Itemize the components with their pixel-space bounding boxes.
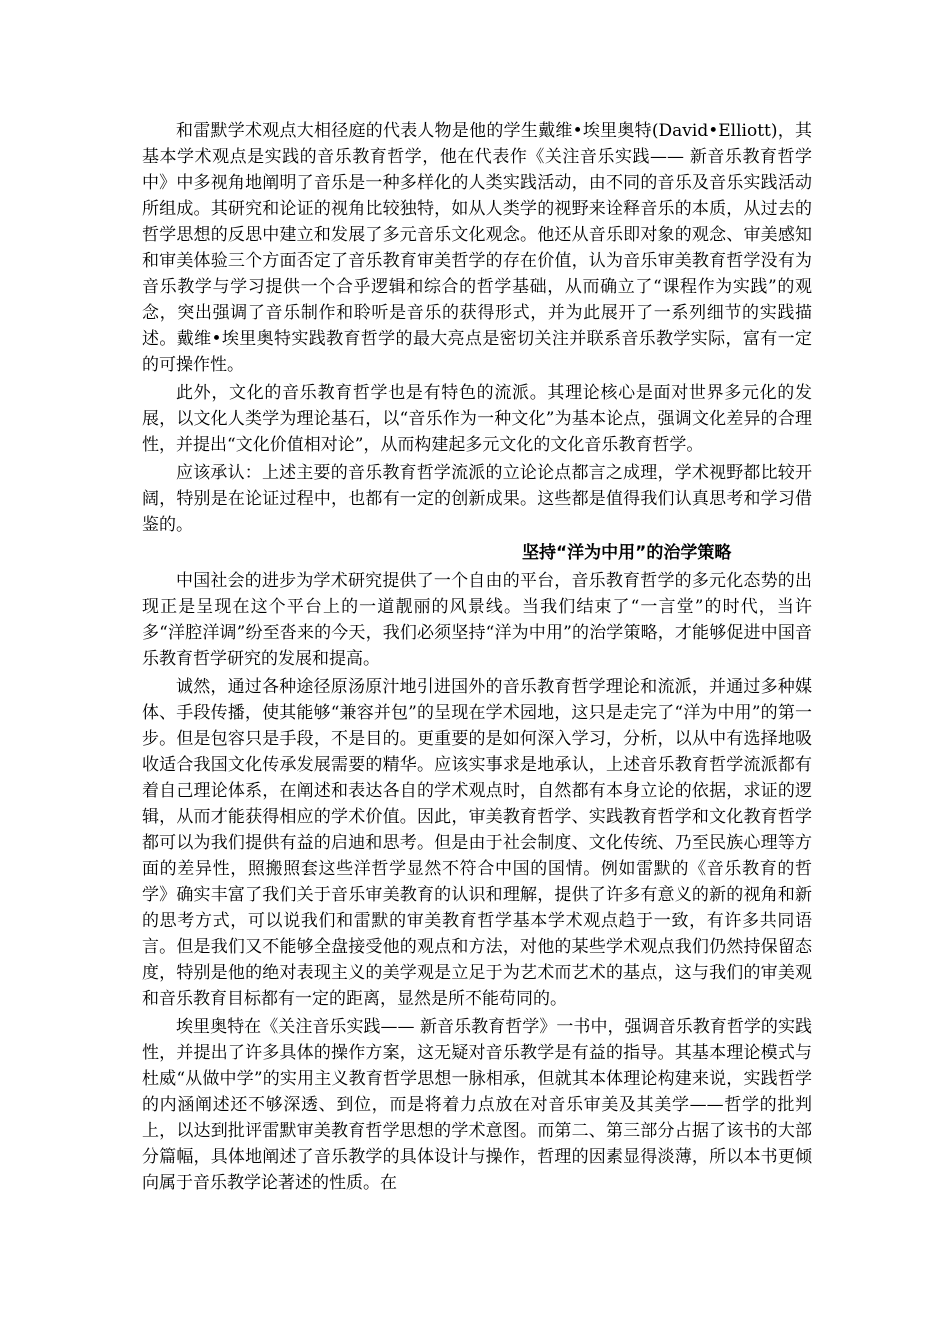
paragraph-elliott: 和雷默学术观点大相径庭的代表人物是他的学生戴维•埃里奥特(David•Elliott)，其基本学术观点是实践的音乐教育哲学，他在代表作《关注音乐实践—— 新音乐教育哲学中》中多视角地阐明了音乐是一种多样化的人类实践活动，由不同的音乐及音乐实践活动所组成。其研究和论证的视角比较独特，如从人类学的视野来诠释音乐的本质，从过去的哲学思想的反思中建立和发展了多元音乐文化观念。他还从音乐即对象的观念、审美感知和审美体验三个方面否定了音乐教育审美哲学的存在价值，认为音乐审美教育哲学没有为音乐教学与学习提供一个合乎逻辑和综合的哲学基础，从而确立了“课程作为实践”的观念，突出强调了音乐制作和聆听是音乐的获得形式，并为此展开了一系列细节的实践描述。戴维•埃里奥特实践教育哲学的最大亮点是密切关注并联系音乐教学实际，富有一定的可操作性。 (142, 121, 812, 375)
document-page (142, 118, 812, 1196)
paragraph-elliott-critique: 埃里奥特在《关注音乐实践—— 新音乐教育哲学》一书中，强调音乐教育哲学的实践性，并提出了许多具体的操作方案，这无疑对音乐教学是有益的指导。其基本理论模式与杜威“从做中学”的实用主义教育哲学思想一脉相承，但就其本体理论构建来说，实践哲学的内涵阐述还不够深透、到位，而是将着力点放在对音乐审美及其美学——哲学的批判上，以达到批评雷默审美教育哲学思想的学术意图。而第二、第三部分占据了该书的大部分篇幅，具体地阐述了音乐教学的具体设计与操作，哲理的因素显得淡薄，所以本书更倾向属于音乐教学论著述的性质。在 (142, 1017, 812, 1193)
paragraph-social-progress: 中国社会的进步为学术研究提供了一个自由的平台，音乐教育哲学的多元化态势的出现正是呈现在这个平台上的一道靓丽的风景线。当我们结束了“一言堂”的时代，当许多“洋腔洋调”纷至沓来的今天，我们必须坚持“洋为中用”的治学策略，才能够促进中国音乐教育哲学研究的发展和提高。 (142, 571, 812, 669)
section-heading: 坚持“洋为中用”的治学策略 (522, 543, 732, 563)
paragraph-indeed: 诚然，通过各种途径原汤原汁地引进国外的音乐教育哲学理论和流派，并通过多种媒体、手段传播，使其能够“兼容并包”的呈现在学术园地，这只是走完了“洋为中用”的第一步。但是包容只是手段，不是目的。更重要的是如何深入学习，分析，以从中有选择地吸收适合我国文化传承发展需要的精华。应该实事求是地承认，上述音乐教育哲学流派都有着自己理论体系，在阐述和表达各自的学术观点时，自然都有本身立论的依据，求证的逻辑，从而才能获得相应的学术价值。因此，审美教育哲学、实践教育哲学和文化教育哲学都可以为我们提供有益的启迪和思考。但是由于社会制度、文化传统、乃至民族心理等方面的差异性，照搬照套这些洋哲学显然不符合中国的国情。例如雷默的《音乐教育的哲学》确实丰富了我们关于音乐审美教育的认识和理解，提供了许多有意义的新的视角和新的思考方式，可以说我们和雷默的审美教育哲学基本学术观点趋于一致，有许多共同语言。但是我们又不能够全盘接受他的观点和方法，对他的某些学术观点我们仍然持保留态度，特别是他的绝对表现主义的美学观是立足于为艺术而艺术的基点，这与我们的审美观和音乐教育目标都有一定的距离，显然是所不能苟同的。 (142, 677, 812, 1009)
paragraph-acknowledgement: 应该承认：上述主要的音乐教育哲学流派的立论论点都言之成理，学术视野都比较开阔，特别是在论证过程中，也都有一定的创新成果。这些都是值得我们认真思考和学习借鉴的。 (142, 463, 812, 535)
paragraph-cultural-philosophy: 此外，文化的音乐教育哲学也是有特色的流派。其理论核心是面对世界多元化的发展，以文化人类学为理论基石，以“音乐作为一种文化”为基本论点，强调文化差异的合理性，并提出“文化价值相对论”，从而构建起多元文化的文化音乐教育哲学。 (142, 383, 812, 455)
